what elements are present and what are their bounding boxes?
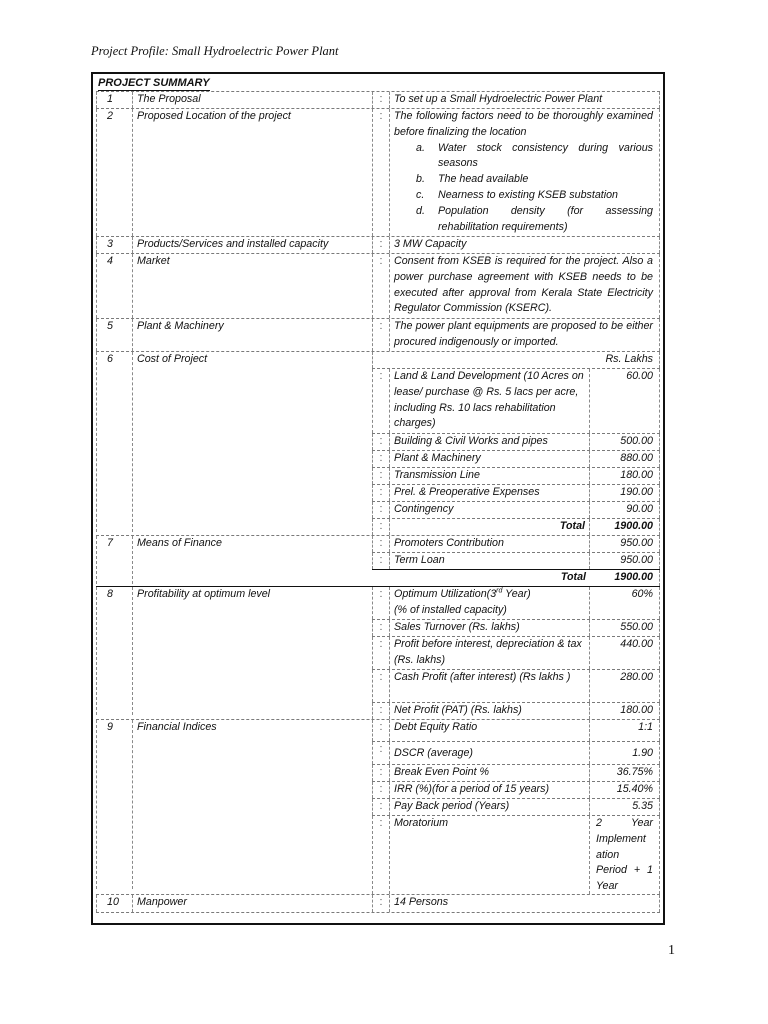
row-detail: To set up a Small Hydroelectric Power Plant <box>390 92 660 108</box>
row-colon: : <box>372 92 390 108</box>
index-item: Debt Equity Ratio <box>390 720 590 741</box>
cost-value: 180.00 <box>590 468 660 484</box>
factor-letter: c. <box>416 188 425 201</box>
table-row <box>372 669 660 702</box>
finance-item: Promoters Contribution <box>390 536 590 552</box>
factor-letter: a. <box>416 141 425 154</box>
table-row <box>372 368 660 433</box>
location-factor <box>394 204 653 236</box>
row-label: Means of Finance <box>132 536 372 584</box>
total-row <box>372 569 660 586</box>
row-colon: : <box>372 720 390 741</box>
table-row <box>372 484 660 501</box>
row-colon: : <box>372 670 390 702</box>
cost-item: Transmission Line <box>390 468 590 484</box>
row-number: 5 <box>96 319 132 351</box>
index-item: Break Even Point % <box>390 765 590 781</box>
profit-value: 60% <box>590 587 660 619</box>
row-colon: : <box>372 620 390 636</box>
profit-item <box>390 587 590 619</box>
cost-total-label: Total <box>390 519 590 535</box>
index-value: 1.90 <box>590 742 660 764</box>
row-colon: : <box>372 782 390 798</box>
row-colon: : <box>372 502 390 518</box>
index-value: 15.40% <box>590 782 660 798</box>
table-row <box>372 636 660 669</box>
page-number: 1 <box>668 943 675 958</box>
finance-value: 950.00 <box>590 553 660 569</box>
row-label: Cost of Project <box>132 352 372 532</box>
table-row <box>96 237 660 254</box>
profit-item: Profit before interest, depreciation & tax (Rs. lakhs) <box>390 637 590 669</box>
row-number: 6 <box>96 352 132 532</box>
row-label: The Proposal <box>132 92 372 108</box>
project-summary-table <box>96 91 660 913</box>
page-header: Project Profile: Small Hydroelectric Power Plant <box>91 44 339 58</box>
factor-letter: b. <box>416 173 425 186</box>
row-detail <box>390 109 660 236</box>
profit-value: 440.00 <box>590 637 660 669</box>
location-intro: The following factors need to be thoroughly examined before finalizing the location <box>394 110 653 138</box>
row-colon: : <box>372 319 390 351</box>
index-value: 1:1 <box>590 720 660 741</box>
row-colon: : <box>372 519 390 535</box>
table-row <box>96 254 660 319</box>
table-row <box>372 720 660 741</box>
means-of-finance-group <box>96 535 660 586</box>
row-label: Plant & Machinery <box>132 319 372 351</box>
profitability-group <box>96 586 660 719</box>
factor-text: Water stock consistency during various seasons <box>438 141 653 170</box>
row-number: 4 <box>96 254 132 318</box>
profit-item: Net Profit (PAT) (Rs. lakhs) <box>390 703 590 719</box>
table-row <box>372 450 660 467</box>
location-factor <box>394 188 653 204</box>
table-row <box>96 91 660 109</box>
table-row <box>372 781 660 798</box>
row-label: Manpower <box>132 895 372 912</box>
row-colon: : <box>372 553 390 569</box>
table-row <box>372 815 660 894</box>
row-colon: : <box>372 765 390 781</box>
row-colon: : <box>372 637 390 669</box>
index-value: 5.35 <box>590 799 660 815</box>
cost-item: Land & Land Development (10 Acres on lease/ purchase @ Rs. 5 lacs per acre, including Rs. 10 lacs rehabilitation charges) <box>390 369 590 433</box>
table-row <box>372 433 660 450</box>
cost-value: 190.00 <box>590 485 660 501</box>
row-label: Financial Indices <box>132 720 372 889</box>
index-item: Moratorium <box>390 816 590 894</box>
row-detail: Consent from KSEB is required for the project. Also a power purchase agreement with KSEB needs to be executed after approval from Kerala State Electricity Regulator Commission (KSERC). <box>390 254 660 318</box>
row-number: 9 <box>96 720 132 889</box>
cost-item: Plant & Machinery <box>390 451 590 467</box>
index-item: Pay Back period (Years) <box>390 799 590 815</box>
utilization-text-end: Year) <box>502 588 531 600</box>
utilization-note: (% of installed capacity) <box>394 603 507 616</box>
table-row <box>96 109 660 237</box>
row-colon: : <box>372 895 390 912</box>
row-colon: : <box>372 237 390 253</box>
row-number: 8 <box>96 587 132 715</box>
table-row <box>372 741 660 764</box>
cost-unit-row <box>96 352 660 368</box>
table-row <box>372 798 660 815</box>
index-item: IRR (%)(for a period of 15 years) <box>390 782 590 798</box>
table-row <box>96 894 660 913</box>
factor-text: The head available <box>438 173 529 186</box>
factor-text: Population density (for assessing rehabilitation requirements) <box>438 204 653 233</box>
profit-item: Sales Turnover (Rs. lakhs) <box>390 620 590 636</box>
table-row <box>372 702 660 719</box>
row-colon: : <box>372 587 390 619</box>
utilization-sup: rd <box>496 587 503 595</box>
finance-total-label: Total <box>560 571 586 583</box>
row-detail: 3 MW Capacity <box>390 237 660 253</box>
row-colon: : <box>372 451 390 467</box>
cost-item: Prel. & Preoperative Expenses <box>390 485 590 501</box>
row-label: Products/Services and installed capacity <box>132 237 372 253</box>
location-factor <box>394 141 653 173</box>
factor-text: Nearness to existing KSEB substation <box>438 188 619 201</box>
moratorium-value: 2 Year Implement ation Period + 1 Year <box>590 816 660 894</box>
finance-item: Term Loan <box>390 553 590 569</box>
row-colon: : <box>372 799 390 815</box>
cost-item: Building & Civil Works and pipes <box>390 434 590 450</box>
row-label: Proposed Location of the project <box>132 109 372 236</box>
cost-value: 60.00 <box>590 369 660 433</box>
row-detail: The power plant equipments are proposed to be either procured indigenously or imported. <box>390 319 660 351</box>
row-label: Market <box>132 254 372 318</box>
row-colon: : <box>372 468 390 484</box>
profit-value: 180.00 <box>590 703 660 719</box>
table-row <box>372 501 660 518</box>
index-value: 36.75% <box>590 765 660 781</box>
row-colon: : <box>372 254 390 318</box>
row-number: 10 <box>96 895 132 912</box>
row-number: 7 <box>96 536 132 584</box>
table-row <box>372 552 660 569</box>
row-colon: : <box>372 703 390 719</box>
finance-total-value: 1900.00 <box>590 570 660 586</box>
row-colon: : <box>372 816 390 894</box>
table-row <box>372 764 660 781</box>
summary-title: PROJECT SUMMARY <box>98 77 210 89</box>
table-row <box>372 619 660 636</box>
location-factor <box>394 172 653 188</box>
row-number: 1 <box>96 92 132 108</box>
table-row <box>96 319 660 352</box>
row-colon: : <box>372 434 390 450</box>
utilization-text: Optimum Utilization(3 <box>394 588 497 600</box>
table-row <box>372 587 660 619</box>
row-detail: 14 Persons <box>390 895 660 912</box>
row-colon: : <box>372 109 390 236</box>
cost-of-project-group <box>96 352 660 535</box>
cost-value: 90.00 <box>590 502 660 518</box>
cost-value: 500.00 <box>590 434 660 450</box>
row-number: 2 <box>96 109 132 236</box>
index-item: DSCR (average) <box>390 742 590 764</box>
total-row <box>372 518 660 535</box>
cost-item: Contingency <box>390 502 590 518</box>
row-colon: : <box>372 369 390 433</box>
financial-indices-group <box>96 719 660 894</box>
profit-value: 550.00 <box>590 620 660 636</box>
factor-letter: d. <box>416 204 425 217</box>
row-number: 3 <box>96 237 132 253</box>
cost-total-value: 1900.00 <box>590 519 660 535</box>
cost-unit: Rs. Lakhs <box>390 352 660 368</box>
finance-value: 950.00 <box>590 536 660 552</box>
profit-value: 280.00 <box>590 670 660 702</box>
table-row <box>372 467 660 484</box>
table-row <box>372 536 660 552</box>
row-colon: : <box>372 742 390 764</box>
row-colon: : <box>372 485 390 501</box>
row-label: Profitability at optimum level <box>132 587 372 715</box>
cost-value: 880.00 <box>590 451 660 467</box>
row-colon: : <box>372 536 390 552</box>
profit-item: Cash Profit (after interest) (Rs lakhs ) <box>390 670 590 702</box>
